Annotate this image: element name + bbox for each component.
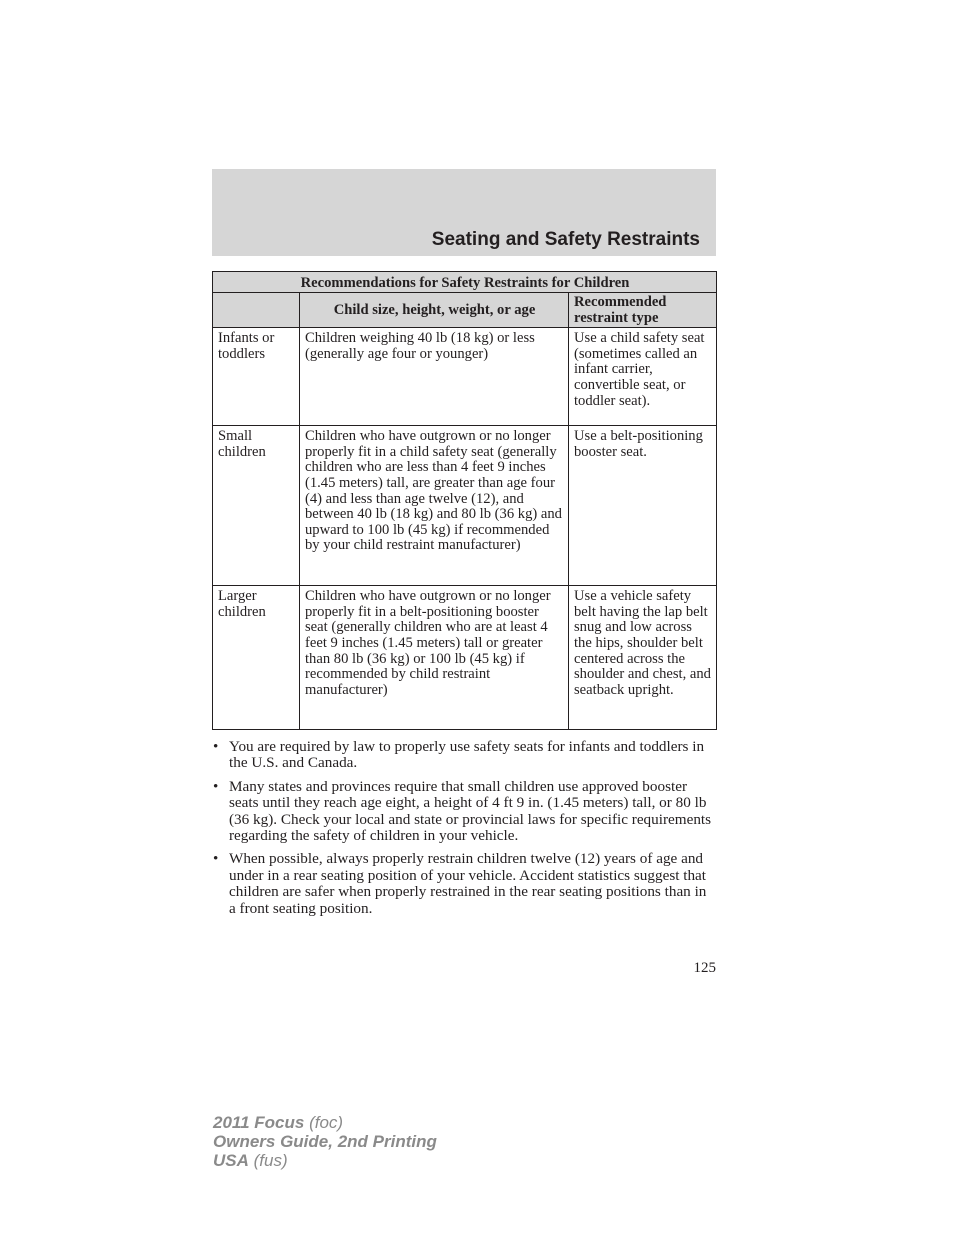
safety-notes-list bbox=[212, 739, 716, 924]
row-restraint: Use a vehicle safety belt having the lap belt snug and low across the hips, shoulder belt centered across the shoulder and chest, and seatback upright. bbox=[569, 586, 717, 730]
row-size: Children who have outgrown or no longer properly fit in a belt-positioning booster seat (generally children who are at least 4 feet 9 inches (1.45 meters) tall or greater than 80 lb (36 kg) or 100 lb (45 kg) if recommended by child restraint manufacturer) bbox=[300, 586, 569, 730]
footer-market-code: (fus) bbox=[248, 1151, 288, 1170]
column-header-category bbox=[213, 293, 300, 328]
footer-guide-edition: Owners Guide, 2nd Printing bbox=[213, 1132, 437, 1151]
column-header-size: Child size, height, weight, or age bbox=[300, 293, 569, 328]
table-row bbox=[213, 328, 717, 426]
bullet-icon: • bbox=[213, 850, 219, 868]
row-category: Infants or toddlers bbox=[213, 328, 300, 426]
footer-model-line bbox=[213, 1113, 437, 1132]
document-footer bbox=[213, 1113, 437, 1170]
footer-market-line bbox=[213, 1151, 437, 1170]
table-caption-row bbox=[213, 272, 717, 293]
footer-model-code: (foc) bbox=[304, 1113, 344, 1132]
table-row bbox=[213, 586, 717, 730]
page-number: 125 bbox=[693, 960, 716, 976]
list-item bbox=[212, 739, 716, 772]
list-item-text: You are required by law to properly use safety seats for infants and toddlers in the U.S. and Canada. bbox=[229, 738, 705, 772]
bullet-icon: • bbox=[213, 777, 219, 795]
bullet-icon: • bbox=[213, 738, 219, 755]
list-item bbox=[212, 779, 716, 845]
row-size: Children weighing 40 lb (18 kg) or less (generally age four or younger) bbox=[300, 328, 569, 426]
section-header bbox=[212, 169, 716, 256]
table-row bbox=[213, 426, 717, 586]
table-caption: Recommendations for Safety Restraints for Children bbox=[213, 272, 717, 293]
footer-model: 2011 Focus bbox=[213, 1113, 305, 1132]
table-header-row bbox=[213, 293, 717, 328]
column-header-restraint: Recommended restraint type bbox=[569, 293, 717, 328]
row-category: Larger children bbox=[213, 586, 300, 730]
row-restraint: Use a child safety seat (sometimes called an infant carrier, convertible seat, or toddler seat). bbox=[569, 328, 717, 426]
footer-market: USA bbox=[213, 1151, 249, 1170]
row-restraint: Use a belt-positioning booster seat. bbox=[569, 426, 717, 586]
row-size: Children who have outgrown or no longer properly fit in a child safety seat (generally children who are less than 4 feet 9 inches (1.45 meters) tall, are greater than age four (4) and less than age twelve (12), and between 40 lb (18 kg) and 80 lb (36 kg) and upward to 100 lb (45 kg) if recommended by your child restraint manufacturer) bbox=[300, 426, 569, 586]
section-title: Seating and Safety Restraints bbox=[431, 229, 700, 250]
list-item-text: Many states and provinces require that small children use approved booster seats until they reach age eight, a height of 4 ft 9 in. (1.45 meters) tall, or 80 lb (36 kg). Check your local and state or provincial laws for specific requirements regarding the safety of children in your vehicle. bbox=[229, 777, 712, 845]
list-item-text: When possible, always properly restrain children twelve (12) years of age and under in a rear seating position of your vehicle. Accident statistics suggest that children are safer when properly restrained in the rear seating positions than in a front seating position. bbox=[229, 850, 707, 917]
row-category: Small children bbox=[213, 426, 300, 586]
list-item bbox=[212, 851, 716, 917]
restraint-recommendations-table bbox=[212, 271, 717, 730]
